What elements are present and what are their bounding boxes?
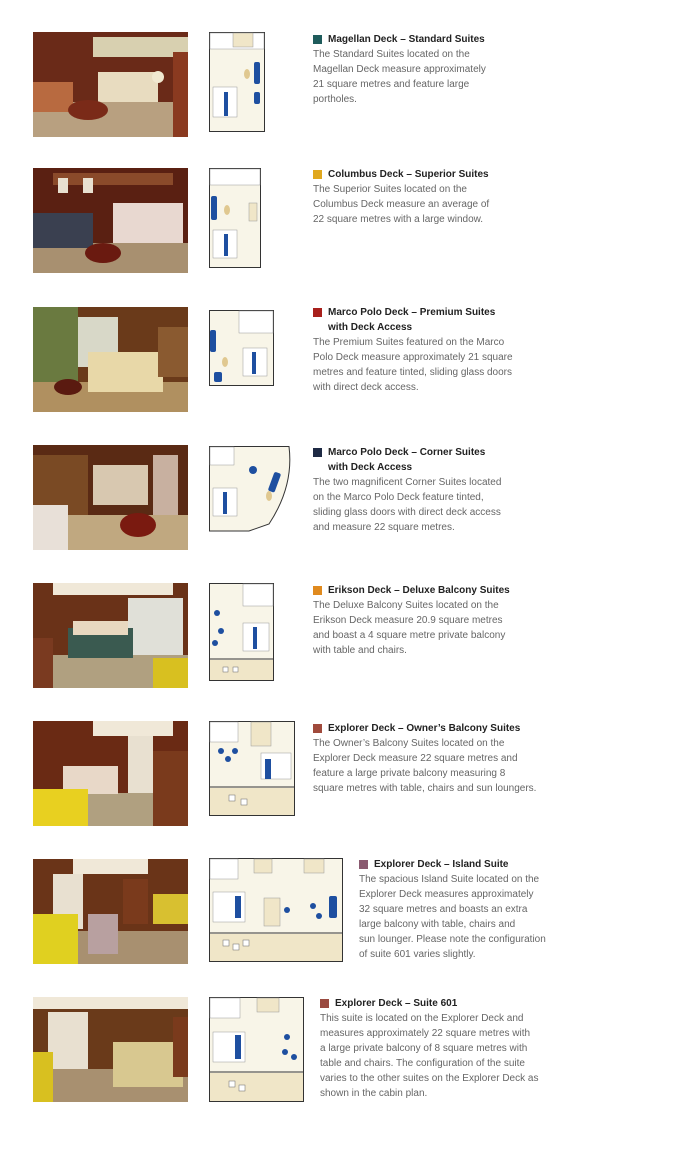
suite-photo xyxy=(33,997,188,1102)
cabin-plan xyxy=(209,168,261,268)
suite-title-text: Explorer Deck – Island Suite xyxy=(374,859,509,870)
suite-photo xyxy=(33,168,188,273)
suite-title-text: Marco Polo Deck – Corner Suites with Deck Access xyxy=(328,447,486,473)
suite-description: The Premium Suites featured on the Marco Polo Deck measure approximately 21 square metres and feature tinted, sliding glass doors with direct deck access. xyxy=(313,337,513,393)
suite-photo xyxy=(33,445,188,550)
suite-text xyxy=(359,857,546,962)
suite-title xyxy=(313,305,513,335)
color-swatch xyxy=(313,35,322,44)
suite-title xyxy=(313,721,536,736)
suite-text xyxy=(313,305,513,395)
suite-description: This suite is located on the Explorer Deck and measures approximately 22 square metres with a large private balcony of 8 square metres with table and chairs. The configuration of the suite varies to the other suites on the Explorer Deck as shown in the cabin plan. xyxy=(320,1013,539,1099)
suite-photo xyxy=(33,32,188,137)
color-swatch xyxy=(313,448,322,457)
suite-text xyxy=(313,32,486,107)
suite-title xyxy=(313,445,501,475)
suite-text xyxy=(313,167,489,227)
suite-title xyxy=(313,583,510,598)
suite-title-text: Explorer Deck – Owner’s Balcony Suites xyxy=(328,723,521,734)
color-swatch xyxy=(313,724,322,733)
suite-title-text: Magellan Deck – Standard Suites xyxy=(328,34,485,45)
suite-title-text: Marco Polo Deck – Premium Suites with Deck Access xyxy=(328,307,496,333)
suite-photo xyxy=(33,859,188,964)
cabin-plan xyxy=(209,721,295,816)
suite-text xyxy=(320,996,538,1101)
cabin-plan xyxy=(209,997,304,1102)
color-swatch xyxy=(359,860,368,869)
suite-title xyxy=(359,857,546,872)
suite-description: The spacious Island Suite located on the Explorer Deck measures approximately 32 square metres and boasts an extra large balcony with table, chairs and sun lounger. Please note the configuration of suite 601 varies slightly. xyxy=(359,874,546,960)
cabin-plan xyxy=(209,446,295,532)
cabin-plan xyxy=(209,858,343,962)
suite-photo xyxy=(33,307,188,412)
cabin-plan xyxy=(209,32,265,132)
cabin-plan xyxy=(209,583,274,681)
suite-title-text: Columbus Deck – Superior Suites xyxy=(328,169,489,180)
suite-description: The Superior Suites located on the Columbus Deck measure an average of 22 square metres with a large window. xyxy=(313,184,490,225)
color-swatch xyxy=(313,170,322,179)
suite-title-text: Explorer Deck – Suite 601 xyxy=(335,998,458,1009)
suite-description: The Deluxe Balcony Suites located on the Erikson Deck measure 20.9 square metres and boast a 4 square metre private balcony with table and chairs. xyxy=(313,600,506,656)
suite-photo xyxy=(33,583,188,688)
suite-title xyxy=(320,996,538,1011)
color-swatch xyxy=(313,586,322,595)
suite-title xyxy=(313,32,486,47)
color-swatch xyxy=(320,999,329,1008)
suite-title-text: Erikson Deck – Deluxe Balcony Suites xyxy=(328,585,510,596)
cabin-plan xyxy=(209,310,274,386)
suite-photo xyxy=(33,721,188,826)
suite-description: The Owner’s Balcony Suites located on the Explorer Deck measure 22 square metres and feature a large private balcony measuring 8 square metres with table, chairs and sun loungers. xyxy=(313,738,537,794)
suite-text xyxy=(313,721,536,796)
suite-description: The Standard Suites located on the Magellan Deck measure approximately 21 square metres and feature large portholes. xyxy=(313,49,486,105)
suite-text xyxy=(313,583,510,658)
color-swatch xyxy=(313,308,322,317)
suite-text xyxy=(313,445,501,535)
suite-description: The two magnificent Corner Suites located on the Marco Polo Deck feature tinted, sliding glass doors with direct deck access and measure 22 square metres. xyxy=(313,477,502,533)
suite-title xyxy=(313,167,489,182)
